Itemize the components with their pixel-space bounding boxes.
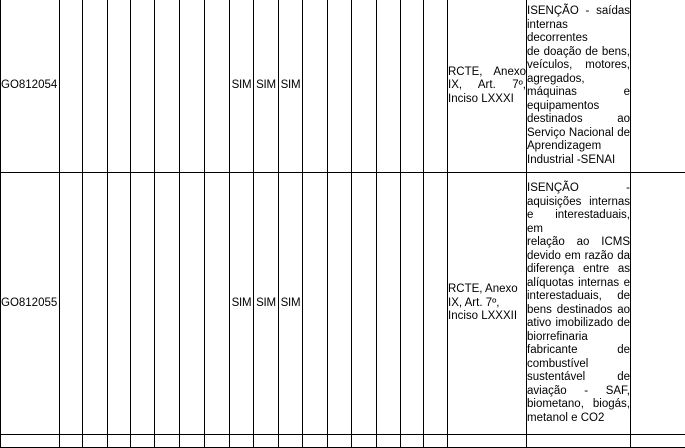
flag-cell: SIM xyxy=(254,173,279,435)
legal-basis: RCTE, Anexo IX, Art. 7º, Inciso LXXXI xyxy=(448,0,527,173)
table-row xyxy=(1,173,685,435)
table-row xyxy=(1,0,685,173)
benefit-description: ISENÇÃO - saídas internas decorrentes de doação de bens, veículos, motores, agregados, máquinas e equipamentos destinados ao Serviço Nacional de Aprendizagem Industrial -SENAI xyxy=(527,0,631,173)
flag-cell: SIM xyxy=(254,0,279,173)
benefit-code: GO812055 xyxy=(1,173,60,435)
flag-cell: SIM xyxy=(230,0,254,173)
benefit-code: GO812054 xyxy=(1,0,60,173)
flag-cell: SIM xyxy=(279,0,303,173)
benefit-description: ISENÇÃO - aquisições internas e interestaduais, em relação ao ICMS devido em razão da diferença entre as alíquotas internas e interestaduais, de bens destinados ao ativo imobilizado de biorrefinaria fabricante de combustível sustentável de aviação - SAF, biometano, biogás, metanol e CO2 xyxy=(527,173,631,435)
table-row xyxy=(1,435,685,448)
legal-basis: RCTE, Anexo IX, Art. 7º, Inciso LXXXII xyxy=(448,173,527,435)
flag-cell: SIM xyxy=(230,173,254,435)
flag-cell: SIM xyxy=(279,173,303,435)
